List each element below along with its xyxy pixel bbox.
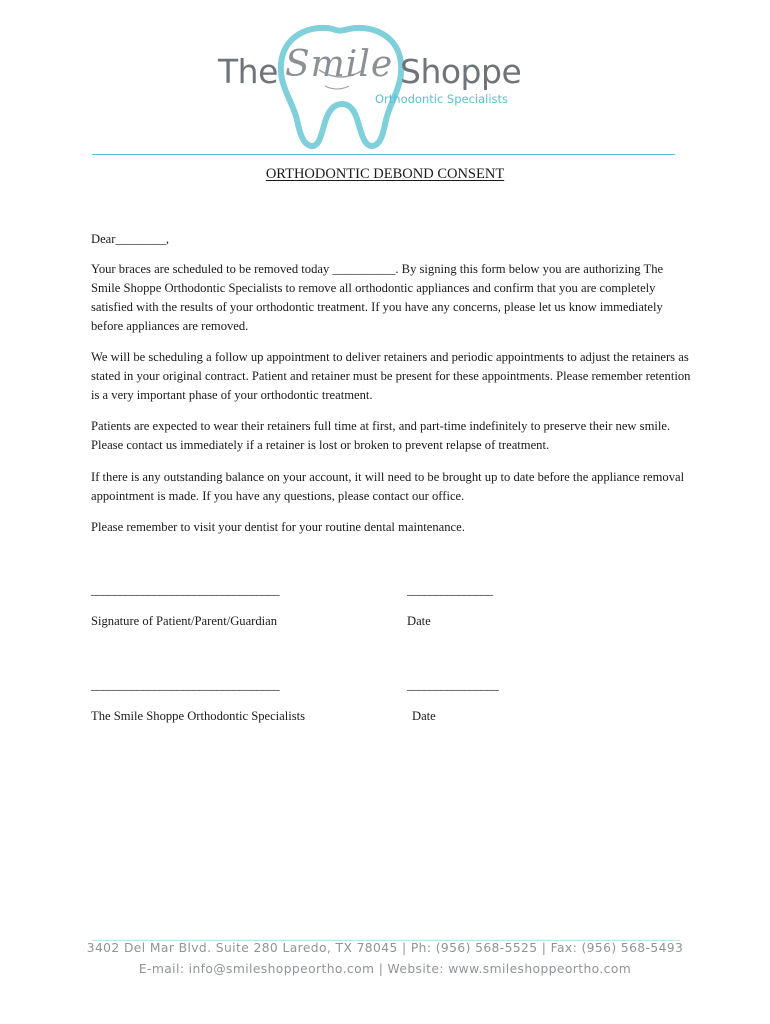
- office-signature-label: The Smile Shoppe Orthodontic Specialists: [91, 709, 306, 723]
- paragraph-text: Your braces are scheduled to be removed today __________. By signing this form below you are authorizing The Smile Shoppe Orthodontic Specialists to remove all orthodontic appliances and confirm that you are completely satisfied with the results of your orthodontic treatment. If you have any concerns, please let us know immediately before appliances are removed.: [91, 262, 664, 333]
- logo-text-smile: Smile: [285, 44, 394, 85]
- paragraph-2: [91, 348, 691, 405]
- paragraph-3: [91, 417, 691, 455]
- greeting-text: Dear________,: [91, 232, 169, 246]
- footer-contact: E-mail: info@smileshoppeortho.com | Website: www.smileshoppeortho.com: [138, 962, 632, 976]
- paragraph-text: Patients are expected to wear their retainers full time at first, and part-time indefinitely to preserve their new smile. Please contact us immediately if a retainer is lost or broken to prevent relapse of treatment.: [91, 419, 671, 452]
- greeting: [91, 230, 691, 249]
- paragraph-text: Please remember to visit your dentist for your routine dental maintenance.: [91, 520, 465, 534]
- patient-signature-line[interactable]: _________________________________: [91, 583, 279, 597]
- paragraph-1: [91, 260, 691, 336]
- logo-text-shoppe: Shoppe: [400, 52, 522, 91]
- patient-signature-label: Signature of Patient/Parent/Guardian: [91, 614, 278, 628]
- logo-text-the: The: [218, 52, 278, 91]
- header-divider: [92, 154, 675, 155]
- patient-date-line[interactable]: _______________: [407, 583, 493, 597]
- logo-subtitle: Orthodontic Specialists: [375, 92, 509, 106]
- patient-date-label: Date: [407, 614, 431, 628]
- smile-shoppe-logo: [215, 24, 522, 149]
- footer-address: 3402 Del Mar Blvd. Suite 280 Laredo, TX 78045 | Ph: (956) 568-5525 | Fax: (956) 568-5493: [86, 941, 684, 955]
- office-date-line[interactable]: ________________: [407, 678, 499, 692]
- office-signature-line[interactable]: _________________________________: [91, 678, 279, 692]
- paragraph-text: If there is any outstanding balance on your account, it will need to be brought up to date before the appliance removal appointment is made. If you have any questions, please contact our office.: [91, 470, 685, 503]
- paragraph-text: We will be scheduling a follow up appointment to deliver retainers and periodic appointments to adjust the retainers as stated in your original contract. Patient and retainer must be present for these appointments. Please remember retention is a very important phase of your orthodontic treatment.: [91, 350, 691, 402]
- paragraph-4: [91, 468, 691, 506]
- office-date-label: Date: [412, 709, 436, 723]
- paragraph-5: [91, 518, 691, 537]
- document-title: ORTHODONTIC DEBOND CONSENT: [265, 166, 505, 182]
